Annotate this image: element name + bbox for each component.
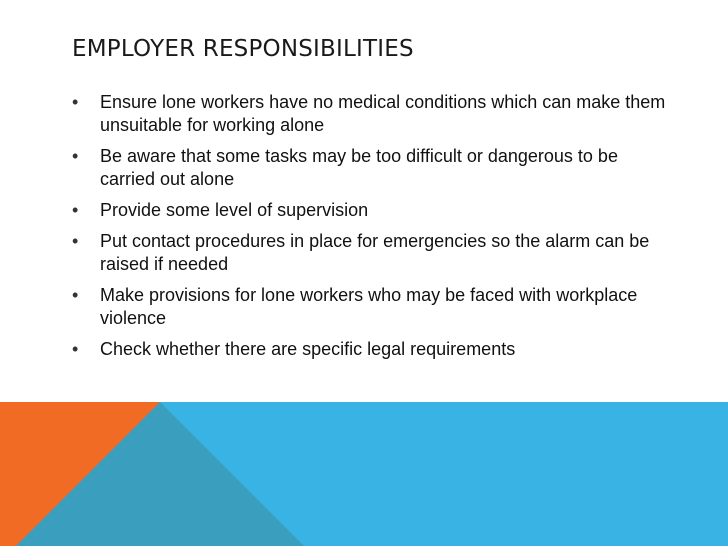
bullet-dot-icon: •: [72, 92, 79, 112]
bullet-item: [72, 91, 672, 137]
bullet-dot-icon: •: [72, 285, 79, 305]
bullet-item: [72, 338, 672, 361]
bullet-item: [72, 230, 672, 276]
bullet-dot-icon: •: [72, 146, 79, 166]
bullet-text: Make provisions for lone workers who may be faced with workplace violence: [100, 285, 638, 328]
bullet-dot-icon: •: [72, 339, 79, 359]
bullet-item: [72, 284, 672, 330]
bullet-list: [72, 91, 672, 361]
bullet-text: Ensure lone workers have no medical conditions which can make them unsuitable for working alone: [100, 92, 666, 135]
bullet-item: [72, 199, 672, 222]
bullet-item: [72, 145, 672, 191]
bullet-dot-icon: •: [72, 200, 79, 220]
bullet-text: Put contact procedures in place for emergencies so the alarm can be raised if needed: [100, 231, 650, 274]
bullet-dot-icon: •: [72, 231, 79, 251]
bullet-text: Be aware that some tasks may be too difficult or dangerous to be carried out alone: [100, 146, 618, 189]
bullet-text: Check whether there are specific legal requirements: [100, 339, 516, 359]
bullet-text: Provide some level of supervision: [100, 200, 369, 220]
decorative-bottom-band: [0, 402, 728, 546]
slide-title: EMPLOYER RESPONSIBILITIES: [72, 36, 414, 62]
